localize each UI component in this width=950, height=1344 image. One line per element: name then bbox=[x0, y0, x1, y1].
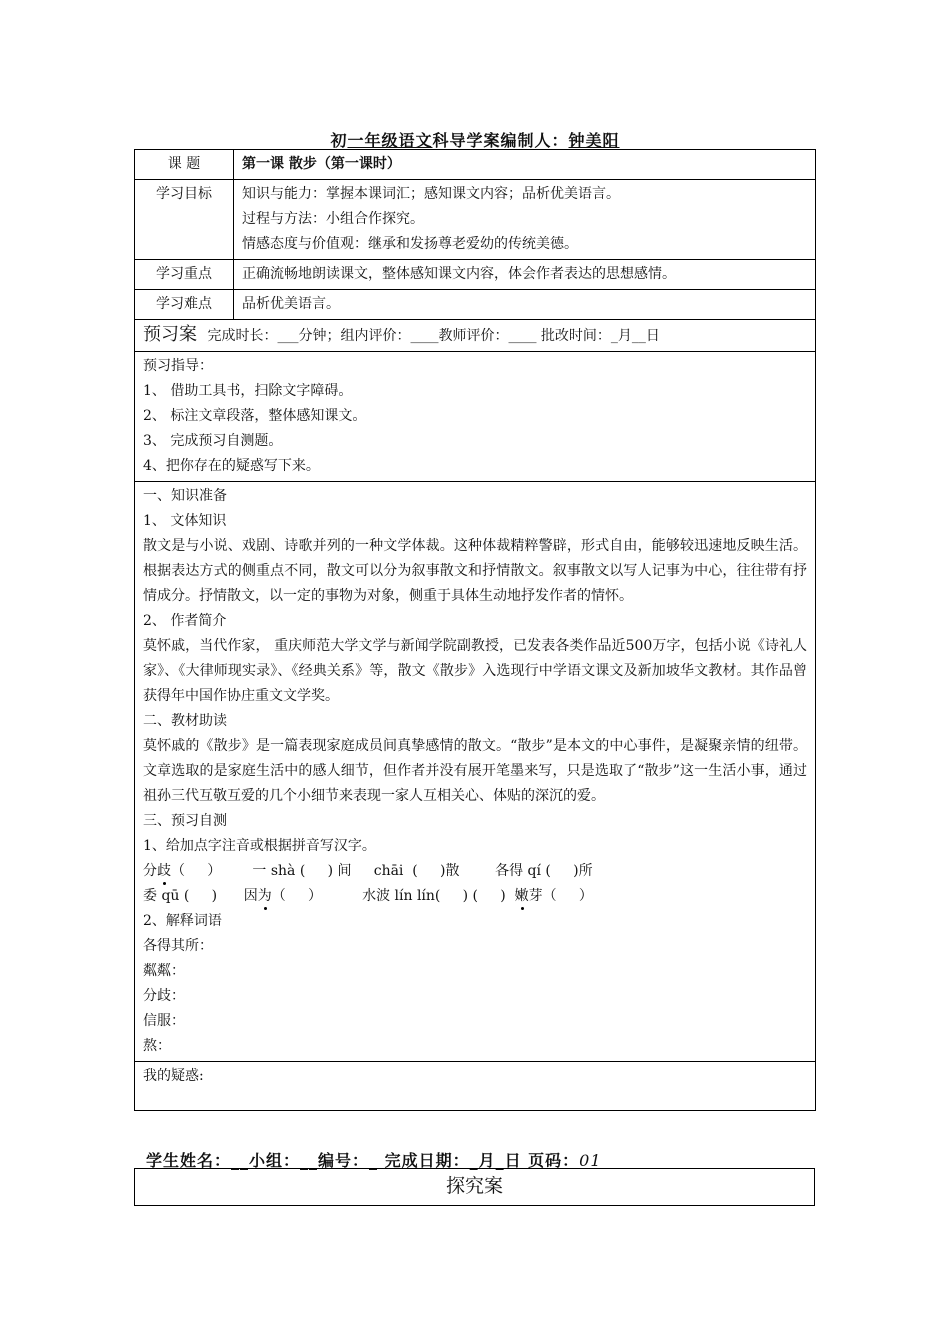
exercise-text: 因 bbox=[243, 888, 258, 904]
subsection-title: 2、 作者简介 bbox=[143, 613, 227, 629]
goals-cell bbox=[234, 180, 816, 260]
term-item: 信服： bbox=[143, 1013, 185, 1029]
title-suffix: 科导学案编制人： bbox=[432, 131, 569, 150]
subsection-title: 2、解释词语 bbox=[143, 913, 222, 929]
guide-item: 2、 标注文章段落，整体感知课文。 bbox=[143, 408, 367, 424]
focus-label: 学习重点 bbox=[135, 260, 234, 290]
exercise-text: （ ） 水波 lín lín( ) ( ) bbox=[271, 888, 515, 904]
topic-label: 课 题 bbox=[135, 150, 234, 180]
title-subject: 语文 bbox=[398, 131, 433, 150]
difficulty-value: 品析优美语言。 bbox=[234, 290, 816, 320]
preview-cell bbox=[135, 320, 816, 352]
page-title bbox=[0, 128, 950, 151]
guide-item: 3、 完成预习自测题。 bbox=[143, 433, 283, 449]
content-row bbox=[135, 482, 816, 1062]
goals-row bbox=[135, 180, 816, 260]
section-title: 一、知识准备 bbox=[143, 488, 227, 504]
subsection-title: 1、给加点字注音或根据拼音写汉字。 bbox=[143, 838, 376, 854]
goal-item: 知识与能力：掌握本课词汇；感知课文内容；品析优美语言。 bbox=[242, 186, 620, 202]
dotted-char: 为 bbox=[257, 888, 272, 904]
page-number: 01 bbox=[579, 1151, 602, 1170]
term-item: 分歧： bbox=[143, 988, 185, 1004]
exercise-text: （ ） 一 shà ( ) 间 chāi ( )散 各得 qí ( )所 bbox=[171, 863, 593, 879]
term-item: 各得其所： bbox=[143, 938, 213, 954]
preview-title: 预习案 bbox=[143, 324, 197, 345]
guide-cell bbox=[135, 352, 816, 482]
goal-item: 过程与方法：小组合作探究。 bbox=[242, 211, 424, 227]
exercise-text: 分 bbox=[143, 863, 157, 879]
exercise-text: 芽（ ） bbox=[528, 888, 593, 904]
content-cell bbox=[135, 482, 816, 1062]
section-title: 三、预习自测 bbox=[143, 813, 227, 829]
difficulty-row bbox=[135, 290, 816, 320]
doubt-row bbox=[135, 1062, 816, 1111]
preview-meta: 完成时长：___分钟；组内评价：____教师评价：____ 批改时间：_月__日 bbox=[207, 328, 660, 344]
focus-value: 正确流畅地朗读课文，整体感知课文内容，体会作者表达的思想感情。 bbox=[234, 260, 816, 290]
topic-value: 第一课 散步（第一课时） bbox=[234, 150, 816, 180]
dotted-char: 嫩 bbox=[514, 888, 529, 904]
preview-row bbox=[135, 320, 816, 352]
guide-row bbox=[135, 352, 816, 482]
topic-row bbox=[135, 150, 816, 180]
guide-item: 1、 借助工具书，扫除文字障碍。 bbox=[143, 383, 353, 399]
guide-item: 4、把你存在的疑惑写下来。 bbox=[143, 458, 320, 474]
title-author: 钟美阳 bbox=[568, 131, 620, 150]
doubt-cell bbox=[135, 1062, 816, 1111]
section-title: 二、教材助读 bbox=[143, 713, 227, 729]
footer-text: 学生姓名：__小组：__编号：_ 完成日期：_月_日 页码： bbox=[146, 1151, 580, 1170]
title-prefix: 初 bbox=[330, 131, 348, 150]
exercise-text: 委 qū ( ) bbox=[143, 888, 244, 904]
genre-text: 散文是与小说、戏剧、诗歌并列的一种文学体裁。这种体裁精粹警辟，形式自由，能够较迅速地反映生活。根据表达方式的侧重点不同，散文可以分为叙事散文和抒情散文。叙事散文以写人记事为中心，往往带有抒情成分。抒情散文，以一定的事物为对象，侧重于具体生动地抒发作者的情怀。 bbox=[143, 538, 807, 604]
explore-section-title: 探究案 bbox=[134, 1168, 815, 1206]
dotted-char: 歧 bbox=[157, 863, 171, 879]
difficulty-label: 学习难点 bbox=[135, 290, 234, 320]
guide-title: 预习指导： bbox=[143, 358, 213, 374]
goals-label: 学习目标 bbox=[135, 180, 234, 260]
lesson-plan-table bbox=[134, 149, 816, 1111]
doubt-label: 我的疑惑: bbox=[143, 1068, 204, 1084]
pinyin-exercise-row-2 bbox=[143, 884, 807, 909]
pinyin-exercise-row-1 bbox=[143, 859, 807, 884]
title-grade: 一年级 bbox=[347, 131, 399, 150]
author-text: 莫怀戚，当代作家， 重庆师范大学文学与新闻学院副教授，已发表各类作品近500万字，包括小说《诗礼人家》、《大律师现实录》、《经典关系》等，散文《散步》入选现行中学语文课文及新加坡华文教材。其作品曾获得年中国作协庄重文文学奖。 bbox=[143, 638, 807, 704]
focus-row bbox=[135, 260, 816, 290]
textbook-text: 莫怀戚的《散步》是一篇表现家庭成员间真挚感情的散文。“散步”是本文的中心事件，是凝聚亲情的纽带。文章选取的是家庭生活中的感人细节，但作者并没有展开笔墨来写，只是选取了“散步”这一生活小事，通过祖孙三代互敬互爱的几个小细节来表现一家人互相关心、体贴的深沉的爱。 bbox=[143, 738, 807, 804]
goal-item: 情感态度与价值观：继承和发扬尊老爱幼的传统美德。 bbox=[242, 236, 578, 252]
term-item: 粼粼： bbox=[143, 963, 185, 979]
subsection-title: 1、 文体知识 bbox=[143, 513, 227, 529]
term-item: 熬： bbox=[143, 1038, 171, 1054]
